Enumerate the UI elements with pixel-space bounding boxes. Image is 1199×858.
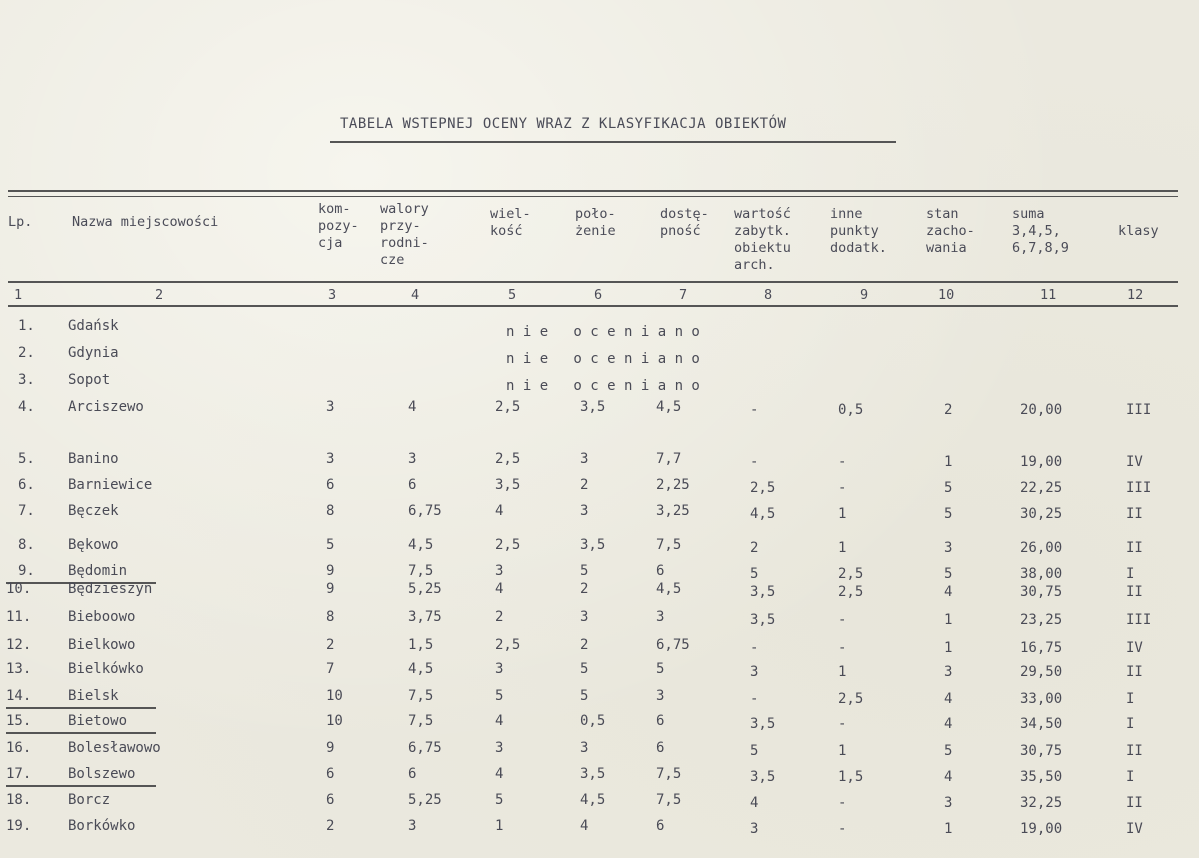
column-number-11: 11 <box>1040 287 1057 303</box>
cell-col-9: 2,5 <box>838 584 864 600</box>
cell-col-8: - <box>750 402 759 418</box>
cell-col-11: 34,50 <box>1020 716 1063 732</box>
cell-col-4: 4 <box>408 399 417 415</box>
row-number: 2. <box>18 345 35 361</box>
cell-col-5: 3 <box>495 661 504 677</box>
cell-col-10: 5 <box>944 506 953 522</box>
place-name: Borkówko <box>68 818 136 834</box>
header-top-rule <box>8 190 1178 192</box>
column-number-7: 7 <box>679 287 688 303</box>
cell-col-11: 20,00 <box>1020 402 1063 418</box>
row-number: 19. <box>6 818 32 834</box>
place-name: Bielkówko <box>68 661 144 677</box>
cell-col-11: 22,25 <box>1020 480 1063 496</box>
cell-col-3: 6 <box>326 766 335 782</box>
cell-col-5: 2,5 <box>495 637 521 653</box>
cell-col-3: 5 <box>326 537 335 553</box>
column-header-7: dostę- pność <box>660 206 709 239</box>
cell-col-5: 2,5 <box>495 399 521 415</box>
row-number: 3. <box>18 372 35 388</box>
column-header-2: Nazwa miejscowości <box>72 214 219 230</box>
cell-col-10: 1 <box>944 821 953 837</box>
cell-col-7: 6 <box>656 740 665 756</box>
column-header-5: wiel- kość <box>490 206 531 239</box>
cell-col-9: 2,5 <box>838 566 864 582</box>
cell-col-7: 4,5 <box>656 399 682 415</box>
cell-col-6: 5 <box>580 688 589 704</box>
cell-col-9: - <box>838 454 847 470</box>
row-number: 13. <box>6 661 32 677</box>
cell-col-9: - <box>838 640 847 656</box>
row-number: 10. <box>6 581 32 597</box>
row-number: 12. <box>6 637 32 653</box>
cell-col-11: 29,50 <box>1020 664 1063 680</box>
cell-col-7: 4,5 <box>656 581 682 597</box>
cell-col-6: 3 <box>580 609 589 625</box>
cell-col-4: 4,5 <box>408 537 434 553</box>
cell-col-11: 32,25 <box>1020 795 1063 811</box>
row-number: 15. <box>6 713 32 729</box>
cell-col-9: 0,5 <box>838 402 864 418</box>
cell-col-10: 3 <box>944 664 953 680</box>
cell-col-6: 2 <box>580 477 589 493</box>
column-number-4: 4 <box>411 287 420 303</box>
cell-col-3: 10 <box>326 688 343 704</box>
cell-col-3: 9 <box>326 563 335 579</box>
name-underline <box>6 732 156 734</box>
cell-col-9: - <box>838 716 847 732</box>
row-number: 11. <box>6 609 32 625</box>
cell-col-4: 7,5 <box>408 688 434 704</box>
cell-col-12: III <box>1126 480 1152 496</box>
cell-col-8: - <box>750 691 759 707</box>
cell-col-12: I <box>1126 566 1135 582</box>
cell-col-6: 3 <box>580 503 589 519</box>
place-name: Borcz <box>68 792 111 808</box>
cell-col-4: 6 <box>408 477 417 493</box>
cell-col-8: 2 <box>750 540 759 556</box>
row-number: 18. <box>6 792 32 808</box>
column-header-8: wartość zabytk. obiektu arch. <box>734 206 791 273</box>
cell-col-7: 7,7 <box>656 451 682 467</box>
cell-col-7: 6 <box>656 563 665 579</box>
cell-col-11: 38,00 <box>1020 566 1063 582</box>
cell-col-9: 2,5 <box>838 691 864 707</box>
cell-col-10: 1 <box>944 454 953 470</box>
cell-col-3: 8 <box>326 609 335 625</box>
cell-col-8: - <box>750 640 759 656</box>
cell-col-4: 3,75 <box>408 609 442 625</box>
cell-col-3: 9 <box>326 581 335 597</box>
cell-col-12: IV <box>1126 454 1143 470</box>
column-header-9: inne punkty dodatk. <box>830 206 887 256</box>
cell-col-3: 2 <box>326 637 335 653</box>
cell-col-11: 26,00 <box>1020 540 1063 556</box>
cell-col-8: 3,5 <box>750 584 776 600</box>
cell-col-12: III <box>1126 402 1152 418</box>
cell-col-12: I <box>1126 716 1135 732</box>
cell-col-8: - <box>750 454 759 470</box>
cell-col-4: 5,25 <box>408 581 442 597</box>
cell-col-11: 30,75 <box>1020 584 1063 600</box>
cell-col-12: II <box>1126 540 1143 556</box>
cell-col-10: 4 <box>944 691 953 707</box>
cell-col-10: 4 <box>944 769 953 785</box>
place-name: Banino <box>68 451 119 467</box>
cell-col-6: 5 <box>580 661 589 677</box>
row-number: 6. <box>18 477 35 493</box>
cell-col-3: 6 <box>326 792 335 808</box>
cell-col-4: 5,25 <box>408 792 442 808</box>
cell-col-6: 3,5 <box>580 766 606 782</box>
cell-col-5: 1 <box>495 818 504 834</box>
column-number-6: 6 <box>594 287 603 303</box>
cell-col-5: 4 <box>495 766 504 782</box>
cell-col-3: 9 <box>326 740 335 756</box>
cell-col-6: 3 <box>580 740 589 756</box>
cell-col-4: 7,5 <box>408 563 434 579</box>
cell-col-3: 7 <box>326 661 335 677</box>
cell-col-11: 33,00 <box>1020 691 1063 707</box>
cell-col-4: 6,75 <box>408 503 442 519</box>
cell-col-6: 4,5 <box>580 792 606 808</box>
cell-col-8: 3 <box>750 664 759 680</box>
column-number-12: 12 <box>1127 287 1144 303</box>
header-top-rule-2 <box>8 196 1178 197</box>
not-rated-note: n i e o c e n i a n o <box>506 351 700 367</box>
cell-col-5: 4 <box>495 581 504 597</box>
column-number-1: 1 <box>14 287 23 303</box>
cell-col-6: 3,5 <box>580 537 606 553</box>
cell-col-6: 3,5 <box>580 399 606 415</box>
place-name: Bielsk <box>68 688 119 704</box>
cell-col-9: - <box>838 795 847 811</box>
place-name: Sopot <box>68 372 111 388</box>
row-number: 17. <box>6 766 32 782</box>
cell-col-11: 23,25 <box>1020 612 1063 628</box>
place-name: Bolszewo <box>68 766 136 782</box>
cell-col-5: 3 <box>495 563 504 579</box>
cell-col-3: 10 <box>326 713 343 729</box>
cell-col-4: 4,5 <box>408 661 434 677</box>
column-header-12: klasy <box>1118 223 1159 239</box>
cell-col-5: 2,5 <box>495 537 521 553</box>
cell-col-8: 3,5 <box>750 769 776 785</box>
place-name: Gdynia <box>68 345 119 361</box>
row-number: 8. <box>18 537 35 553</box>
cell-col-6: 3 <box>580 451 589 467</box>
cell-col-7: 6 <box>656 818 665 834</box>
cell-col-10: 5 <box>944 566 953 582</box>
row-number: 5. <box>18 451 35 467</box>
cell-col-8: 3,5 <box>750 716 776 732</box>
cell-col-12: II <box>1126 795 1143 811</box>
cell-col-7: 3 <box>656 609 665 625</box>
cell-col-5: 4 <box>495 713 504 729</box>
cell-col-7: 6,75 <box>656 637 690 653</box>
cell-col-9: 1,5 <box>838 769 864 785</box>
cell-col-10: 1 <box>944 612 953 628</box>
cell-col-9: - <box>838 612 847 628</box>
cell-col-6: 4 <box>580 818 589 834</box>
cell-col-8: 4,5 <box>750 506 776 522</box>
column-header-4: walory przy- rodni- cze <box>380 201 429 268</box>
cell-col-10: 3 <box>944 795 953 811</box>
cell-col-12: IV <box>1126 640 1143 656</box>
column-number-3: 3 <box>328 287 337 303</box>
cell-col-6: 5 <box>580 563 589 579</box>
cell-col-7: 7,5 <box>656 537 682 553</box>
cell-col-10: 5 <box>944 480 953 496</box>
cell-col-10: 2 <box>944 402 953 418</box>
row-number: 7. <box>18 503 35 519</box>
place-name: Będomin <box>68 563 128 579</box>
column-number-9: 9 <box>860 287 869 303</box>
place-name: Bieboowo <box>68 609 136 625</box>
cell-col-12: II <box>1126 664 1143 680</box>
cell-col-8: 3 <box>750 821 759 837</box>
cell-col-4: 6,75 <box>408 740 442 756</box>
place-name: Będzieszyn <box>68 581 153 597</box>
cell-col-12: II <box>1126 584 1143 600</box>
name-underline <box>6 785 156 787</box>
cell-col-11: 16,75 <box>1020 640 1063 656</box>
cell-col-6: 2 <box>580 637 589 653</box>
cell-col-10: 4 <box>944 584 953 600</box>
cell-col-7: 6 <box>656 713 665 729</box>
cell-col-8: 5 <box>750 566 759 582</box>
not-rated-note: n i e o c e n i a n o <box>506 378 700 394</box>
title-underline <box>330 141 896 143</box>
cell-col-8: 4 <box>750 795 759 811</box>
cell-col-11: 19,00 <box>1020 454 1063 470</box>
cell-col-9: - <box>838 480 847 496</box>
cell-col-12: IV <box>1126 821 1143 837</box>
cell-col-11: 19,00 <box>1020 821 1063 837</box>
cell-col-7: 3,25 <box>656 503 690 519</box>
cell-col-10: 4 <box>944 716 953 732</box>
column-number-8: 8 <box>764 287 773 303</box>
place-name: Barniewice <box>68 477 153 493</box>
place-name: Arciszewo <box>68 399 144 415</box>
cell-col-12: I <box>1126 691 1135 707</box>
row-number: 16. <box>6 740 32 756</box>
cell-col-7: 5 <box>656 661 665 677</box>
cell-col-11: 30,25 <box>1020 506 1063 522</box>
cell-col-5: 4 <box>495 503 504 519</box>
cell-col-12: II <box>1126 743 1143 759</box>
row-number: 14. <box>6 688 32 704</box>
column-number-2: 2 <box>155 287 164 303</box>
row-number: 9. <box>18 563 35 579</box>
cell-col-4: 6 <box>408 766 417 782</box>
cell-col-5: 2 <box>495 609 504 625</box>
cell-col-5: 5 <box>495 688 504 704</box>
cell-col-3: 3 <box>326 451 335 467</box>
cell-col-12: I <box>1126 769 1135 785</box>
cell-col-12: II <box>1126 506 1143 522</box>
cell-col-4: 1,5 <box>408 637 434 653</box>
column-number-10: 10 <box>938 287 955 303</box>
cell-col-7: 3 <box>656 688 665 704</box>
cell-col-7: 7,5 <box>656 792 682 808</box>
column-header-1: Lp. <box>8 214 33 230</box>
cell-col-3: 6 <box>326 477 335 493</box>
cell-col-11: 30,75 <box>1020 743 1063 759</box>
cell-col-3: 3 <box>326 399 335 415</box>
cell-col-9: - <box>838 821 847 837</box>
cell-col-8: 3,5 <box>750 612 776 628</box>
cell-col-4: 3 <box>408 818 417 834</box>
table-title: TABELA WSTEPNEJ OCENY WRAZ Z KLASYFIKACJA OBIEKTÓW <box>340 116 787 132</box>
place-name: Bęczek <box>68 503 119 519</box>
header-bottom-rule <box>8 281 1178 283</box>
cell-col-5: 3,5 <box>495 477 521 493</box>
cell-col-6: 0,5 <box>580 713 606 729</box>
cell-col-5: 2,5 <box>495 451 521 467</box>
place-name: Bietowo <box>68 713 128 729</box>
column-number-5: 5 <box>508 287 517 303</box>
place-name: Bielkowo <box>68 637 136 653</box>
cell-col-4: 7,5 <box>408 713 434 729</box>
cell-col-9: 1 <box>838 664 847 680</box>
column-header-11: suma 3,4,5, 6,7,8,9 <box>1012 206 1069 256</box>
cell-col-9: 1 <box>838 506 847 522</box>
cell-col-8: 2,5 <box>750 480 776 496</box>
place-name: Gdańsk <box>68 318 119 334</box>
cell-col-10: 5 <box>944 743 953 759</box>
name-underline <box>6 707 156 709</box>
column-header-10: stan zacho- wania <box>926 206 975 256</box>
not-rated-note: n i e o c e n i a n o <box>506 324 700 340</box>
row-number: 1. <box>18 318 35 334</box>
cell-col-4: 3 <box>408 451 417 467</box>
cell-col-5: 3 <box>495 740 504 756</box>
place-name: Bolesławowo <box>68 740 161 756</box>
cell-col-7: 7,5 <box>656 766 682 782</box>
cell-col-10: 3 <box>944 540 953 556</box>
column-numbers-rule <box>8 305 1178 307</box>
cell-col-8: 5 <box>750 743 759 759</box>
column-header-6: poło- żenie <box>575 206 616 239</box>
row-number: 4. <box>18 399 35 415</box>
cell-col-3: 8 <box>326 503 335 519</box>
cell-col-10: 1 <box>944 640 953 656</box>
cell-col-6: 2 <box>580 581 589 597</box>
column-header-3: kom- pozy- cja <box>318 201 359 251</box>
cell-col-9: 1 <box>838 743 847 759</box>
cell-col-7: 2,25 <box>656 477 690 493</box>
cell-col-12: III <box>1126 612 1152 628</box>
cell-col-3: 2 <box>326 818 335 834</box>
cell-col-9: 1 <box>838 540 847 556</box>
place-name: Bękowo <box>68 537 119 553</box>
cell-col-5: 5 <box>495 792 504 808</box>
cell-col-11: 35,50 <box>1020 769 1063 785</box>
